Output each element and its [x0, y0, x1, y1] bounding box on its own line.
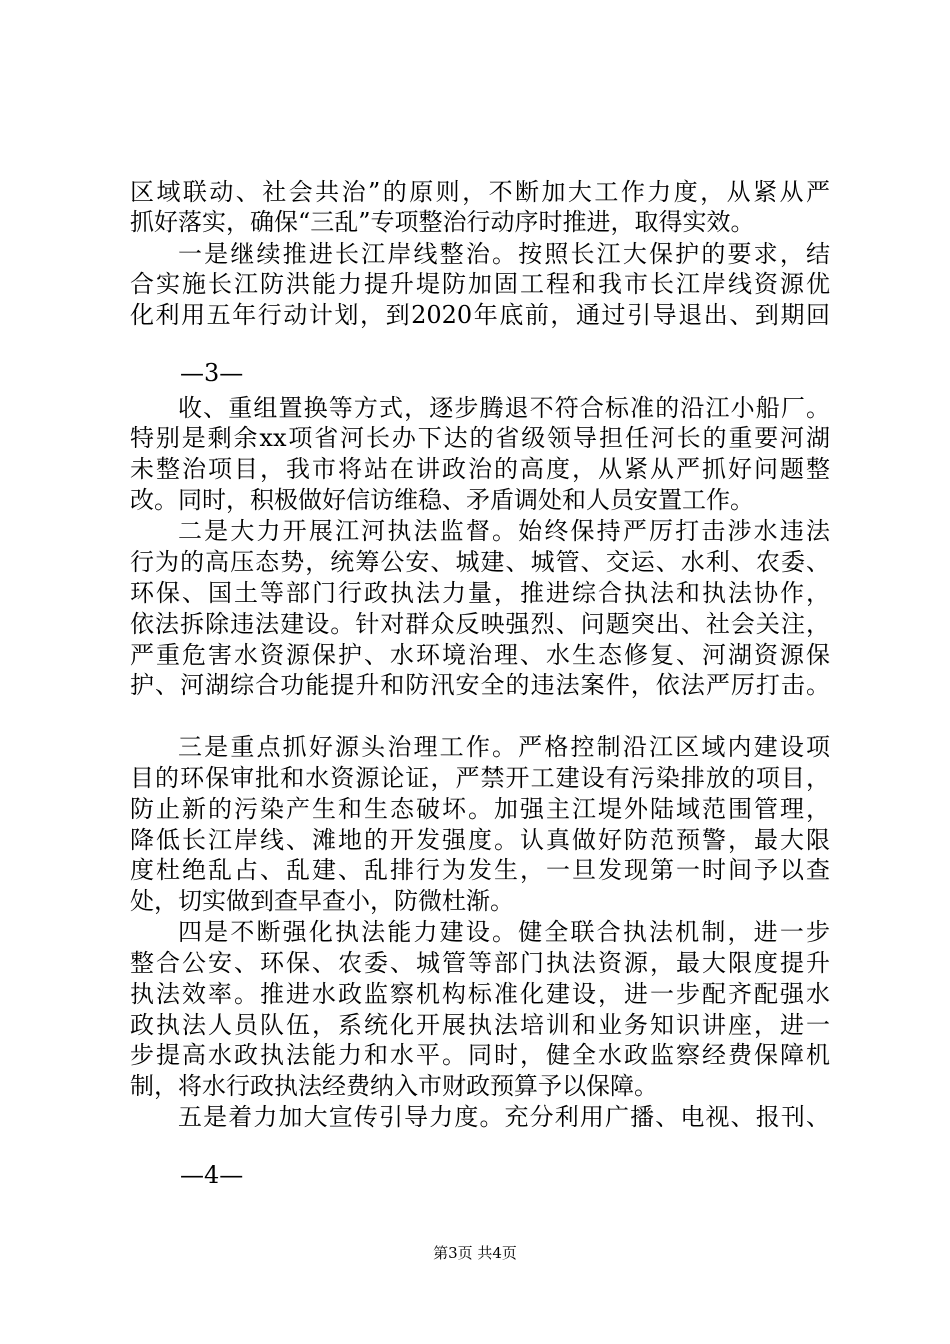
text-line: 抓好落实，确保“三乱”专项整治行动序时推进，取得实效。: [130, 208, 755, 236]
text-line: 未整治项目，我市将站在讲政治的高度，从紧从严抓好问题整: [130, 455, 830, 483]
text-line: 处，切实做到查早查小，防微杜渐。: [130, 887, 514, 915]
text-line: 度杜绝乱占、乱建、乱排行为发生，一旦发现第一时间予以查: [130, 856, 830, 884]
page-footer: 第3页 共4页: [433, 1244, 517, 1262]
text-line: 制，将水行政执法经费纳入市财政预算予以保障。: [130, 1072, 658, 1100]
text-line: 执法效率。推进水政监察机构标准化建设，进一步配齐配强水: [130, 980, 830, 1008]
text-line: 目的环保审批和水资源论证，严禁开工建设有污染排放的项目，: [130, 764, 830, 792]
text-line: 步提高水政执法能力和水平。同时，健全水政监察经费保障机: [130, 1041, 830, 1069]
text-line: 整合公安、环保、农委、城管等部门执法资源，最大限度提升: [130, 949, 830, 977]
text-line: 化利用五年行动计划，到2020年底前，通过引导退出、到期回: [130, 301, 830, 329]
paragraph-first-line: 一是继续推进长江岸线整治。按照长江大保护的要求，结: [178, 240, 830, 268]
paragraph-first-line: 收、重组置换等方式，逐步腾退不符合标准的沿江小船厂。: [178, 394, 830, 422]
text-line: 合实施长江防洪能力提升堤防加固工程和我市长江岸线资源优: [130, 270, 830, 298]
text-line: 区域联动、社会共治”的原则，不断加大工作力度，从紧从严: [130, 178, 830, 206]
paragraph-first-line: 四是不断强化执法能力建设。健全联合执法机制，进一步: [178, 918, 830, 946]
paragraph-first-line: 五是着力加大宣传引导力度。充分利用广播、电视、报刊、: [178, 1103, 830, 1131]
text-line: 环保、国土等部门行政执法力量，推进综合执法和执法协作，: [130, 579, 830, 607]
text-line: 降低长江岸线、滩地的开发强度。认真做好防范预警，最大限: [130, 826, 830, 854]
paragraph-first-line: 三是重点抓好源头治理工作。严格控制沿江区域内建设项: [178, 733, 830, 761]
text-line: 严重危害水资源保护、水环境治理、水生态修复、河湖资源保: [130, 641, 830, 669]
text-line: 政执法人员队伍，系统化开展执法培训和业务知识讲座，进一: [130, 1011, 830, 1039]
page-number-marker: —3—: [180, 359, 244, 387]
page-number-marker: —4—: [180, 1161, 244, 1189]
text-line: 特别是剩余xx项省河长办下达的省级领导担任河长的重要河湖: [130, 424, 830, 452]
paragraph-first-line: 二是大力开展江河执法监督。始终保持严厉打击涉水违法: [178, 517, 830, 545]
text-line: 改。同时，积极做好信访维稳、矛盾调处和人员安置工作。: [130, 486, 754, 514]
text-line: 护、河湖综合功能提升和防汛安全的违法案件，依法严厉打击。: [130, 671, 830, 699]
text-line: 依法拆除违法建设。针对群众反映强烈、问题突出、社会关注，: [130, 610, 830, 638]
text-line: 行为的高压态势，统筹公安、城建、城管、交运、水利、农委、: [130, 548, 830, 576]
text-line: 防止新的污染产生和生态破坏。加强主江堤外陆域范围管理，: [130, 795, 830, 823]
